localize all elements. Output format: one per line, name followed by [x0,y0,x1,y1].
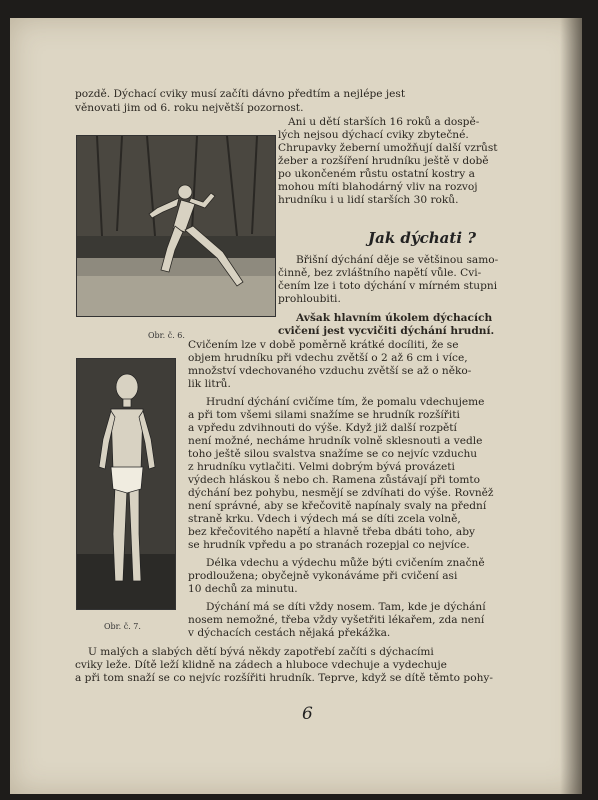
text-line: bez křečovitého napětí a hlavně třeba dbáti toho, aby [188,526,475,538]
text-line: dýchání bez pohybu, nesmějí se zdvíhati do výše. Rovněž [188,487,494,499]
text-line: a vpředu zdvihnouti do výše. Když již další rozpětí [188,422,457,434]
text-line: Hrudní dýchání cvičíme tím, že pomalu vdechujeme [206,396,485,408]
page-number: 6 [302,704,313,724]
text-line: věnovati jim od 6. roku největší pozornost. [75,102,304,114]
text-line: lik litrů. [188,378,231,390]
text-line: z hrudníku vytlačiti. Velmi dobrým bývá provázeti [188,461,455,473]
text-line: toho ještě silou svalstva snažíme se co nejvíc vzduchu [188,448,478,460]
text-line: U malých a slabých dětí bývá někdy zapotřebí začíti s dýchacími [88,646,434,658]
text-line: a při tom snaží se co nejvíc rozšířiti hrudník. Teprve, když se dítě těmto pohy- [75,672,493,684]
text-line: Cvičením lze v době poměrně krátké docíliti, že se [188,339,459,351]
text-line: v dýchacích cestách nějaká překážka. [188,627,391,639]
text-line: 10 dechů za minutu. [188,583,298,595]
text-line: Chrupavky žeberní umožňují další vzrůst [278,142,498,154]
page-gutter-shadow [560,18,582,794]
text-line: činně, bez zvláštního napětí vůle. Cvi- [278,267,482,279]
text-line: nosem nemožné, třeba vždy vyšetřiti lékařem, zda není [188,614,485,626]
section-heading: Jak dýchati ? [368,229,477,247]
text-line: Břišní dýchání děje se většinou samo- [296,254,499,266]
text-line-bold: cvičení jest vycvičiti dýchání hrudní. [278,325,495,337]
text-line: množství vdechovaného vzduchu zvětší se až o něko- [188,365,472,377]
photo-boy [76,358,176,610]
text-line: mohou míti blahodárný vliv na rozvoj [278,181,478,193]
text-line: není možné, necháme hrudník volně sklesnouti a vedle [188,435,483,447]
text-line: Ani u dětí starších 16 roků a dospě- [288,116,480,128]
text-line: prodloužena; obyčejně vykonáváme při cvičení asi [188,570,458,582]
text-line: a při tom všemi silami snažíme se hrudník rozšířiti [188,409,460,421]
photo-runner [76,135,276,317]
text-line: se hrudník vpředu a po stranách rozepjal co nejvíce. [188,539,470,551]
text-line: po ukončeném růstu ostatní kostry a [278,168,475,180]
text-line: Dýchání má se díti vždy nosem. Tam, kde je dýchání [206,601,486,613]
text-line-bold: Avšak hlavním úkolem dýchacích [296,312,493,324]
caption-photo-7: Obr. č. 7. [104,622,141,631]
text-line: není správné, aby se křečovitě napínaly svaly na přední [188,500,487,512]
text-line: straně krku. Vdech i výdech má se díti zcela volně, [188,513,461,525]
text-line: prohloubiti. [278,293,341,305]
text-line: Délka vdechu a výdechu může býti cvičením značně [206,557,485,569]
book-page [10,18,582,794]
text-line: čením lze i toto dýchání v mírném stupni [278,280,498,292]
text-line: cviky leže. Dítě leží klidně na zádech a hluboce vdechuje a vydechuje [75,659,447,671]
text-line: objem hrudníku při vdechu zvětší o 2 až 6 cm i více, [188,352,468,364]
text-line: pozdě. Dýchací cviky musí začíti dávno předtím a nejlépe jest [75,88,406,100]
text-line: žeber a rozšíření hrudníku ještě v době [278,155,489,167]
text-line: hrudníku i u lidí starších 30 roků. [278,194,459,206]
text-line: lých nejsou dýchací cviky zbytečné. [278,129,469,141]
text-line: výdech hláskou š nebo ch. Ramena zůstávají při tomto [188,474,481,486]
caption-photo-6: Obr. č. 6. [148,331,185,340]
